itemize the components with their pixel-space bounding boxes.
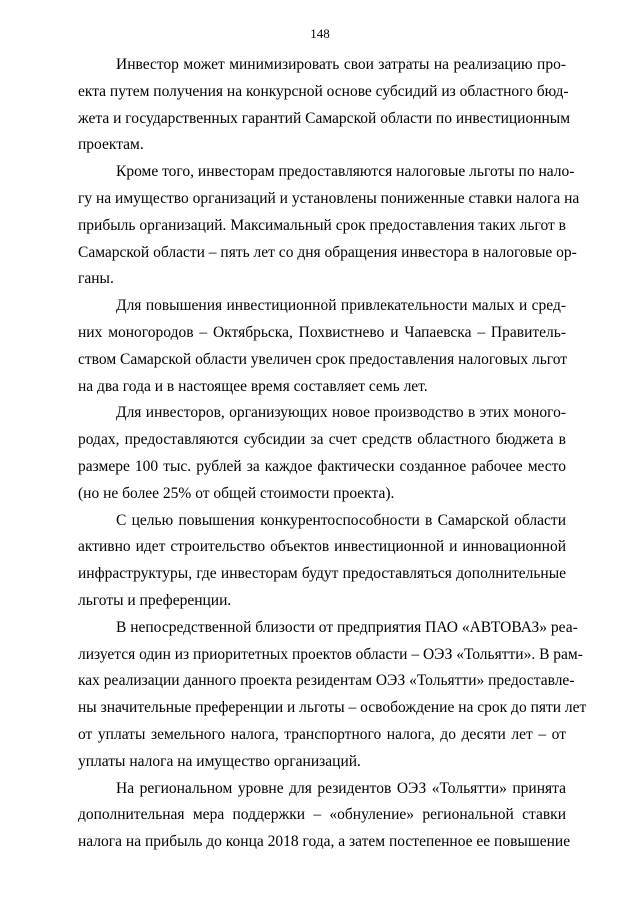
text-line: гу на имущество организаций и установлены пониженные ставки налога на bbox=[78, 189, 580, 207]
text-line: лизуется один из приоритетных проектов области – ОЭЗ «Тольятти». В рам- bbox=[78, 645, 583, 663]
paragraph bbox=[78, 400, 566, 507]
text-line: На региональном уровне для резидентов ОЭЗ «Тольятти» принята bbox=[116, 779, 566, 797]
text-line: Для инвесторов, организующих новое производство в этих моного- bbox=[116, 404, 566, 422]
text-line: В непосредственной близости от предприятия ПАО «АВТОВАЗ» реа- bbox=[116, 618, 578, 636]
text-line: прибыль организаций. Максимальный срок предоставления таких льгот в bbox=[78, 216, 566, 234]
text-line: них моногородов – Октябрьска, Похвистнево и Чапаевска – Правитель- bbox=[78, 323, 566, 341]
text-line: Самарской области – пять лет со дня обращения инвестора в налоговые ор- bbox=[78, 243, 577, 261]
text-line: ством Самарской области увеличен срок предоставления налоговых льгот bbox=[78, 350, 568, 368]
text-line: Инвестор может минимизировать свои затраты на реализацию про- bbox=[116, 56, 566, 73]
paragraph bbox=[78, 776, 571, 856]
text-line: дополнительная мера поддержки – «обнуление» региональной ставки bbox=[78, 806, 566, 824]
text-line: жета и государственных гарантий Самарской области по инвестиционным bbox=[78, 109, 571, 127]
text-line: (но не более 25% от общей стоимости проекта). bbox=[78, 484, 395, 502]
text-line: льготы и преференции. bbox=[78, 591, 232, 609]
text-line: С целью повышения конкурентоспособности в Самарской области bbox=[116, 511, 566, 529]
text-line: Кроме того, инвесторам предоставляются налоговые льготы по нало- bbox=[116, 163, 575, 181]
paragraph bbox=[78, 293, 566, 400]
text-line: размере 100 тыс. рублей за каждое фактически созданное рабочее место bbox=[78, 457, 566, 475]
document-body bbox=[78, 52, 587, 856]
text-line: екта путем получения на конкурсной основе субсидий из областного бюд- bbox=[78, 82, 569, 100]
text-line: ны значительные преференции и льготы – освобождение на срок до пяти лет bbox=[78, 699, 587, 717]
text-line: активно идет строительство объектов инвестиционной и инновационной bbox=[78, 538, 566, 556]
page-number: 148 bbox=[310, 26, 330, 41]
text-line: ганы. bbox=[78, 270, 114, 288]
paragraph bbox=[78, 615, 587, 776]
paragraph bbox=[78, 52, 571, 159]
text-line: родах, предоставляются субсидии за счет средств областного бюджета в bbox=[78, 431, 566, 449]
text-line: от уплаты земельного налога, транспортного налога, до десяти лет – от bbox=[78, 725, 566, 743]
text-line: ках реализации данного проекта резидентам ОЭЗ «Тольятти» предоставле- bbox=[78, 672, 575, 690]
text-line: уплаты налога на имущество организаций. bbox=[78, 752, 361, 770]
text-line: налога на прибыль до конца 2018 года, а затем постепенное ее повышение bbox=[78, 833, 571, 851]
paragraph bbox=[78, 508, 566, 615]
text-line: инфраструктуры, где инвесторам будут предоставляться дополнительные bbox=[78, 565, 566, 583]
text-line: проектам. bbox=[78, 136, 144, 154]
text-line: Для повышения инвестиционной привлекательности малых и сред- bbox=[116, 297, 566, 315]
text-line: на два года и в настоящее время составляет семь лет. bbox=[78, 377, 428, 395]
paragraph bbox=[78, 159, 580, 293]
